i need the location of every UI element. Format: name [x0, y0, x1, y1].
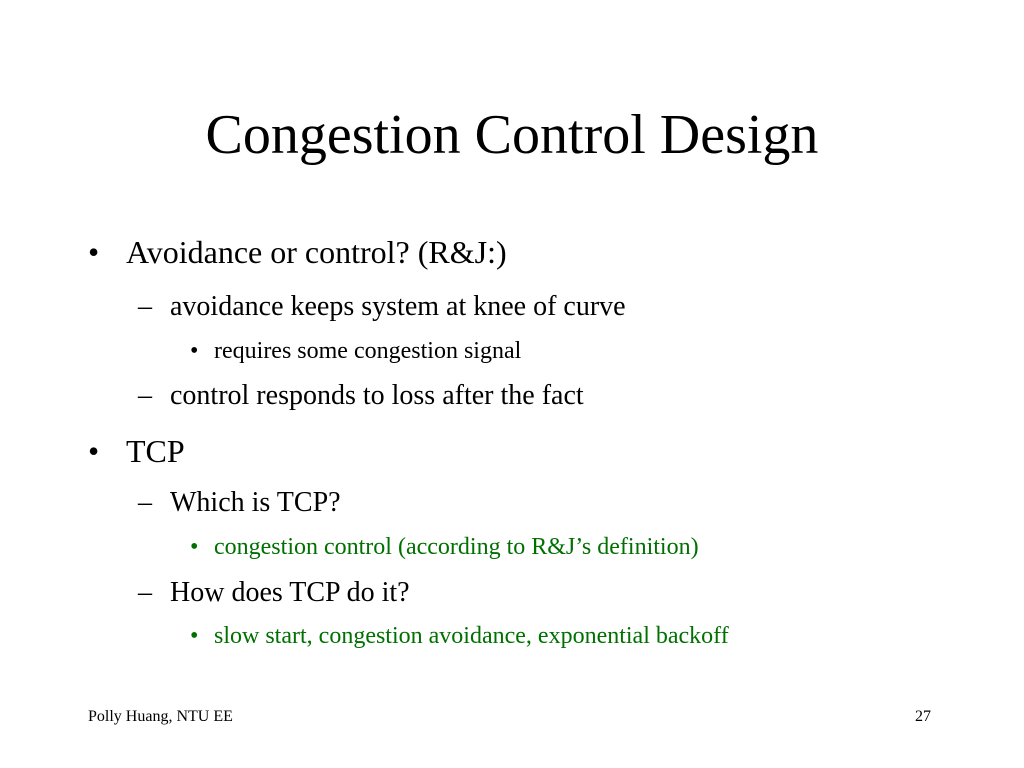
bullet-avoidance-or-control: Avoidance or control? (R&J:)	[126, 234, 507, 270]
subsubbullet-slow-start: slow start, congestion avoidance, exponential backoff	[214, 623, 729, 649]
footer-author: Polly Huang, NTU EE	[88, 708, 233, 725]
bullet-marker-small: •	[190, 338, 199, 364]
page-number: 27	[915, 708, 931, 725]
bullet-marker-small: •	[190, 534, 199, 560]
slide-title: Congestion Control Design	[205, 104, 819, 166]
bullet-tcp: TCP	[126, 433, 185, 469]
bullet-marker: •	[88, 234, 100, 270]
bullet-marker: •	[88, 433, 100, 469]
subbullet-how-does-tcp: How does TCP do it?	[170, 577, 410, 608]
subbullet-which-is-tcp: Which is TCP?	[170, 487, 341, 518]
subsubbullet-congestion-control-definition: congestion control (according to R&J’s definition)	[214, 534, 699, 560]
dash-marker: –	[138, 487, 152, 518]
dash-marker: –	[138, 291, 152, 322]
subbullet-avoidance-knee: avoidance keeps system at knee of curve	[170, 291, 626, 322]
subbullet-control-responds: control responds to loss after the fact	[170, 380, 584, 411]
bullet-marker-small: •	[190, 623, 199, 649]
dash-marker: –	[138, 577, 152, 608]
dash-marker: –	[138, 380, 152, 411]
subsubbullet-congestion-signal: requires some congestion signal	[214, 338, 522, 364]
